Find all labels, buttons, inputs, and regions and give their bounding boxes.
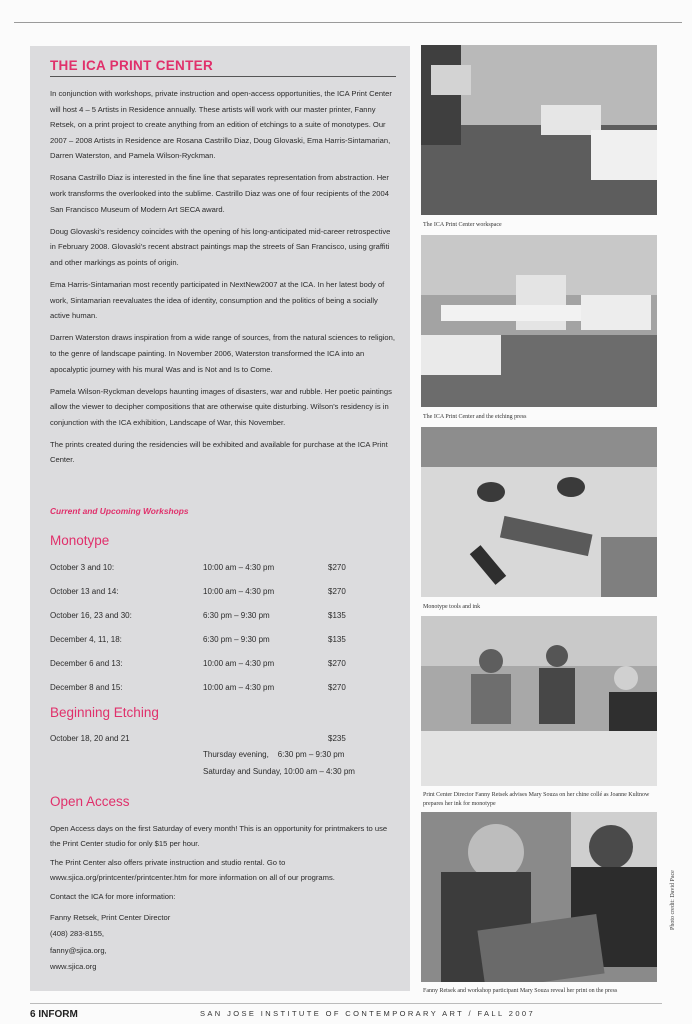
page-number: 6 INFORM [30, 1009, 78, 1020]
workshop-time: 6:30 pm – 9:30 pm [203, 635, 270, 644]
contact-line: Fanny Retsek, Print Center Director [50, 912, 171, 922]
intro-paragraph: Pamela Wilson-Ryckman develops haunting images of disasters, war and rubble. Her poetic paintings allow the viewer to decipher compositions that are otherwise quite disturbing. Wilson's residency is in conjunction with the ICA exhibition, Landscape of War, this November. [50, 386, 392, 427]
workshop-date: October 3 and 10: [50, 563, 115, 572]
open-access-paragraph: Contact the ICA for more information: [50, 892, 176, 902]
workshop-row [50, 587, 390, 601]
photo-etching-press [421, 235, 657, 407]
contact-info [50, 910, 396, 976]
article-panel [30, 46, 410, 991]
etching-date: October 18, 20 and 21 [50, 734, 130, 743]
title-divider [50, 76, 396, 77]
photo-chine-colle [421, 616, 657, 786]
etching-schedule: Saturday and Sunday, 10:00 am – 4:30 pm [203, 767, 355, 776]
etching-schedule: Thursday evening, 6:30 pm – 9:30 pm [203, 750, 345, 759]
workshop-time: 10:00 am – 4:30 pm [203, 683, 275, 692]
etching-price: $235 [328, 734, 346, 743]
workshop-date: December 4, 11, 18: [50, 635, 122, 644]
photo-press-reveal [421, 812, 657, 982]
intro-paragraph: Rosana Castrillo Diaz is interested in the fine line that separates representation from abstraction. Her work transforms the overlooked into the sublime. Castrillo Diaz was one of four recipients of the 2004 San Francisco Museum of Modern Art SECA award. [50, 173, 389, 214]
open-access-heading: Open Access [50, 794, 130, 809]
intro-text [50, 86, 396, 475]
intro-paragraph: The prints created during the residencies will be exhibited and available for purchase at the ICA Print Center. [50, 439, 388, 465]
contact-line: www.sjica.org [50, 962, 97, 972]
contact-line: (408) 283-8155, [50, 929, 105, 939]
photo-workspace [421, 45, 657, 215]
intro-paragraph: In conjunction with workshops, private instruction and open-access opportunities, the ICA Print Center will host 4 – 5 Artists in Residence annually. These artists will work with our master printer, Fanny Retsek, on a print project to create anything from an edition of etchings to a suite of monotypes. Our 2007 – 2008 Artists in Residence are Rosana Castrillo Diaz, Doug Glovaski, Ema Harris-Sintamarian, Darren Waterston, and Pamela Wilson-Ryckman. [50, 89, 392, 161]
workshops-heading: Current and Upcoming Workshops [50, 506, 189, 516]
etching-heading: Beginning Etching [50, 705, 159, 720]
workshop-row [50, 563, 390, 577]
photo-caption: The ICA Print Center and the etching press [423, 414, 527, 420]
photo-credit: Photo credit: David Pace [670, 870, 676, 930]
intro-paragraph: Doug Glovaski's residency coincides with the opening of his long-anticipated mid-career retrospective in February 2008. Glovaski's recent abstract paintings map the streets of San Francisco, using graffiti and other markings as points of origin. [50, 226, 391, 267]
photo-caption: Monotype tools and ink [423, 604, 481, 610]
top-divider [14, 22, 682, 23]
workshop-price: $270 [328, 659, 346, 668]
photo-monotype-tools [421, 427, 657, 597]
photo-caption: The ICA Print Center workspace [423, 222, 502, 228]
intro-paragraph: Darren Waterston draws inspiration from a wide range of sources, from the natural sciences to religion, to the genre of landscape painting. In November 2006, Waterston transformed the ICA into an apocalyptic journey with his mural Was and is Not and Is to Come. [50, 333, 395, 374]
footer-divider [30, 1003, 662, 1004]
workshop-row [50, 635, 390, 649]
workshop-row [50, 683, 390, 697]
contact-line: fanny@sjica.org, [50, 945, 107, 955]
publication-name: SAN JOSE INSTITUTE OF CONTEMPORARY ART / FALL 2007 [200, 1009, 536, 1018]
workshop-date: October 13 and 14: [50, 587, 119, 596]
workshop-price: $270 [328, 563, 346, 572]
workshop-price: $270 [328, 683, 346, 692]
workshop-price: $135 [328, 635, 346, 644]
open-access-text [50, 822, 396, 976]
open-access-paragraph: The Print Center also offers private instruction and studio rental. Go to www.sjica.org/printcenter/printcenter.htm for more information on all of our programs. [50, 858, 335, 882]
workshop-time: 10:00 am – 4:30 pm [203, 659, 275, 668]
photo-caption: Print Center Director Fanny Retsek advises Mary Souza on her chine collé as Joanne Kultnow prepares her ink for monotype [423, 792, 650, 807]
workshop-date: December 8 and 15: [50, 683, 123, 692]
workshop-time: 6:30 pm – 9:30 pm [203, 611, 270, 620]
photo-caption: Fanny Retsek and workshop participant Mary Souza reveal her print on the press [423, 988, 618, 994]
intro-paragraph: Ema Harris-Sintamarian most recently participated in NextNew2007 at the ICA. In her latest body of work, Sintamarian reevaluates the idea of identity, consumption and the politics of being a socially active human. [50, 280, 385, 321]
workshop-row [50, 611, 390, 625]
workshop-time: 10:00 am – 4:30 pm [203, 587, 275, 596]
open-access-paragraph: Open Access days on the first Saturday of every month! This is an opportunity for printmakers to use the Print Center studio for only $15 per hour. [50, 824, 388, 848]
workshop-date: December 6 and 13: [50, 659, 123, 668]
workshop-time: 10:00 am – 4:30 pm [203, 563, 275, 572]
monotype-heading: Monotype [50, 533, 110, 548]
page-title: THE ICA PRINT CENTER [50, 58, 214, 73]
workshop-date: October 16, 23 and 30: [50, 611, 132, 620]
workshop-price: $135 [328, 611, 346, 620]
workshop-price: $270 [328, 587, 346, 596]
workshop-row [50, 659, 390, 673]
